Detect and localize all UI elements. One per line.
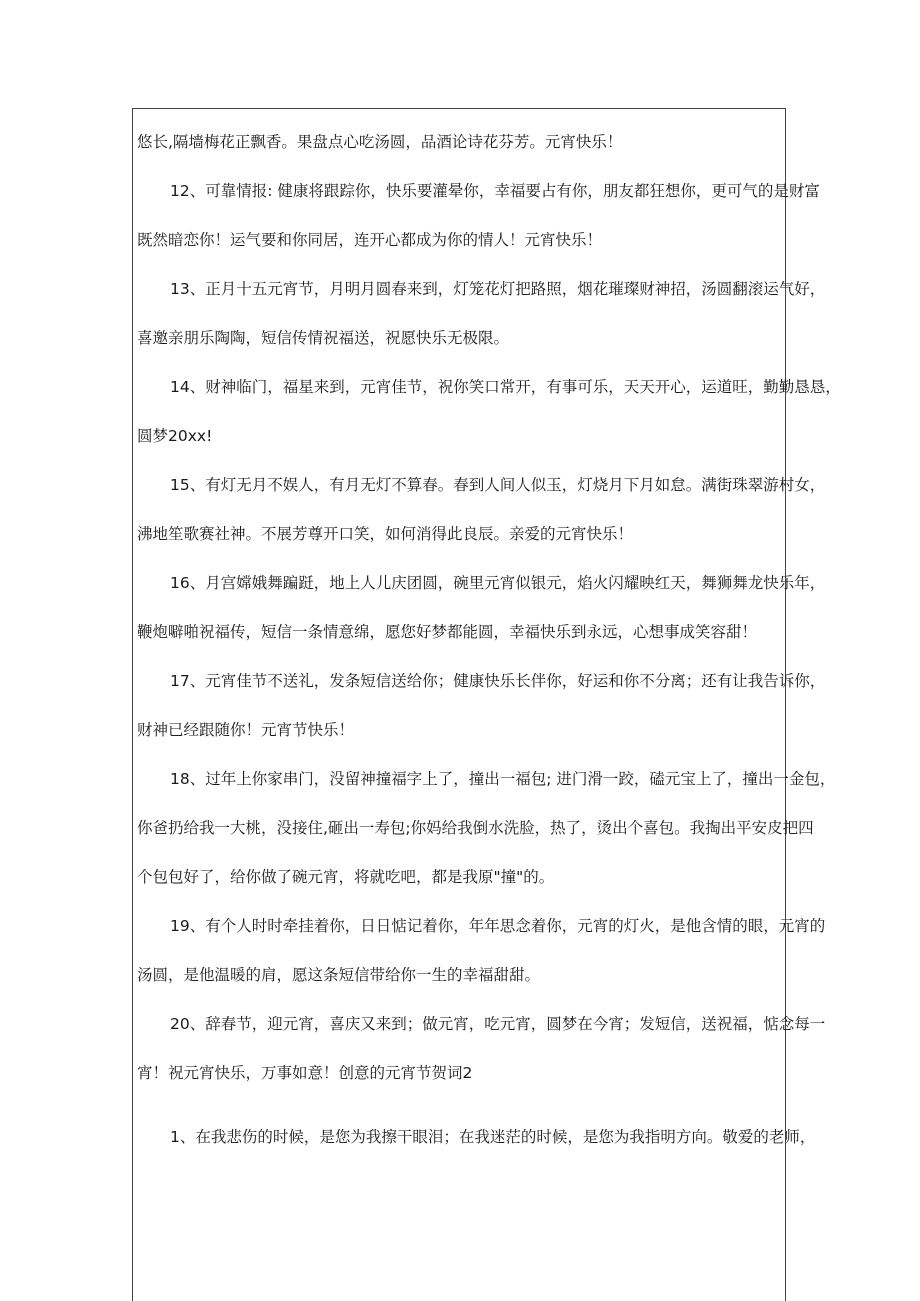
paragraph-line: 1、在我悲伤的时候，是您为我擦干眼泪；在我迷茫的时候，是您为我指明方向。敬爱的老师， (170, 1128, 816, 1146)
paragraph-line: 18、过年上你家串门，没留神撞福字上了，撞出一福包; 进门滑一跤，磕元宝上了，撞出一金包， (170, 770, 836, 788)
paragraph-line: 16、月宫嫦娥舞蹁跹，地上人儿庆团圆，碗里元宵似银元，焰火闪耀映红天，舞狮舞龙快乐年， (170, 574, 826, 592)
paragraph-line: 宵！祝元宵快乐，万事如意！创意的元宵节贺词2 (137, 1064, 473, 1082)
paragraph-line: 个包包好了，给你做了碗元宵，将就吃吧，都是我原"撞"的。 (137, 868, 555, 886)
paragraph-line: 19、有个人时时牵挂着你，日日惦记着你，年年思念着你，元宵的灯火，是他含情的眼，元宵的 (170, 917, 826, 935)
paragraph-line: 既然暗恋你！运气要和你同居，连开心都成为你的情人！元宵快乐！ (137, 231, 603, 249)
section-gap (137, 1098, 782, 1113)
paragraph-line: 悠长,隔墙梅花正飘香。果盘点心吃汤圆，品酒论诗花芬芳。元宵快乐！ (137, 133, 623, 151)
paragraph-line: 12、可靠情报: 健康将跟踪你，快乐要灌晕你，幸福要占有你，朋友都狂想你，更可气的是财富 (170, 182, 820, 200)
paragraph-line: 14、财神临门，福星来到，元宵佳节，祝你笑口常开，有事可乐，天天开心，运道旺，勤勤恳恳， (170, 378, 841, 396)
paragraph-line: 13、正月十五元宵节，月明月圆春来到，灯笼花灯把路照，烟花璀璨财神招，汤圆翻滚运气好， (170, 280, 826, 298)
paragraph-line: 17、元宵佳节不送礼，发条短信送给你；健康快乐长伴你，好运和你不分离；还有让我告诉你， (170, 672, 826, 690)
paragraph-line: 15、有灯无月不娱人，有月无灯不算春。春到人间人似玉，灯烧月下月如怠。满街珠翠游村女， (170, 476, 826, 494)
paragraph-line: 喜邀亲朋乐陶陶，短信传情祝福送，祝愿快乐无极限。 (137, 329, 510, 347)
paragraph-line: 鞭炮噼啪祝福传，短信一条情意绵，愿您好梦都能圆，幸福快乐到永远，心想事成笑容甜！ (137, 623, 758, 641)
paragraph-line: 20、辞春节，迎元宵，喜庆又来到；做元宵，吃元宵，圆梦在今宵；发短信，送祝福，惦念每一 (170, 1015, 826, 1033)
paragraph-line: 你爸扔给我一大桃，没接住,砸出一寿包;你妈给我倒水洗脸，热了，烫出个喜包。我掏出平安皮把四 (137, 819, 814, 837)
document-body (137, 118, 841, 1162)
paragraph-line: 汤圆，是他温暖的肩，愿这条短信带给你一生的幸福甜甜。 (137, 966, 541, 984)
paragraph-line: 财神已经跟随你！元宵节快乐！ (137, 721, 355, 739)
paragraph-line: 沸地笙歌赛社神。不展芳尊开口笑，如何消得此良辰。亲爱的元宵快乐！ (137, 525, 634, 543)
paragraph-line: 圆梦20xx! (137, 427, 213, 445)
